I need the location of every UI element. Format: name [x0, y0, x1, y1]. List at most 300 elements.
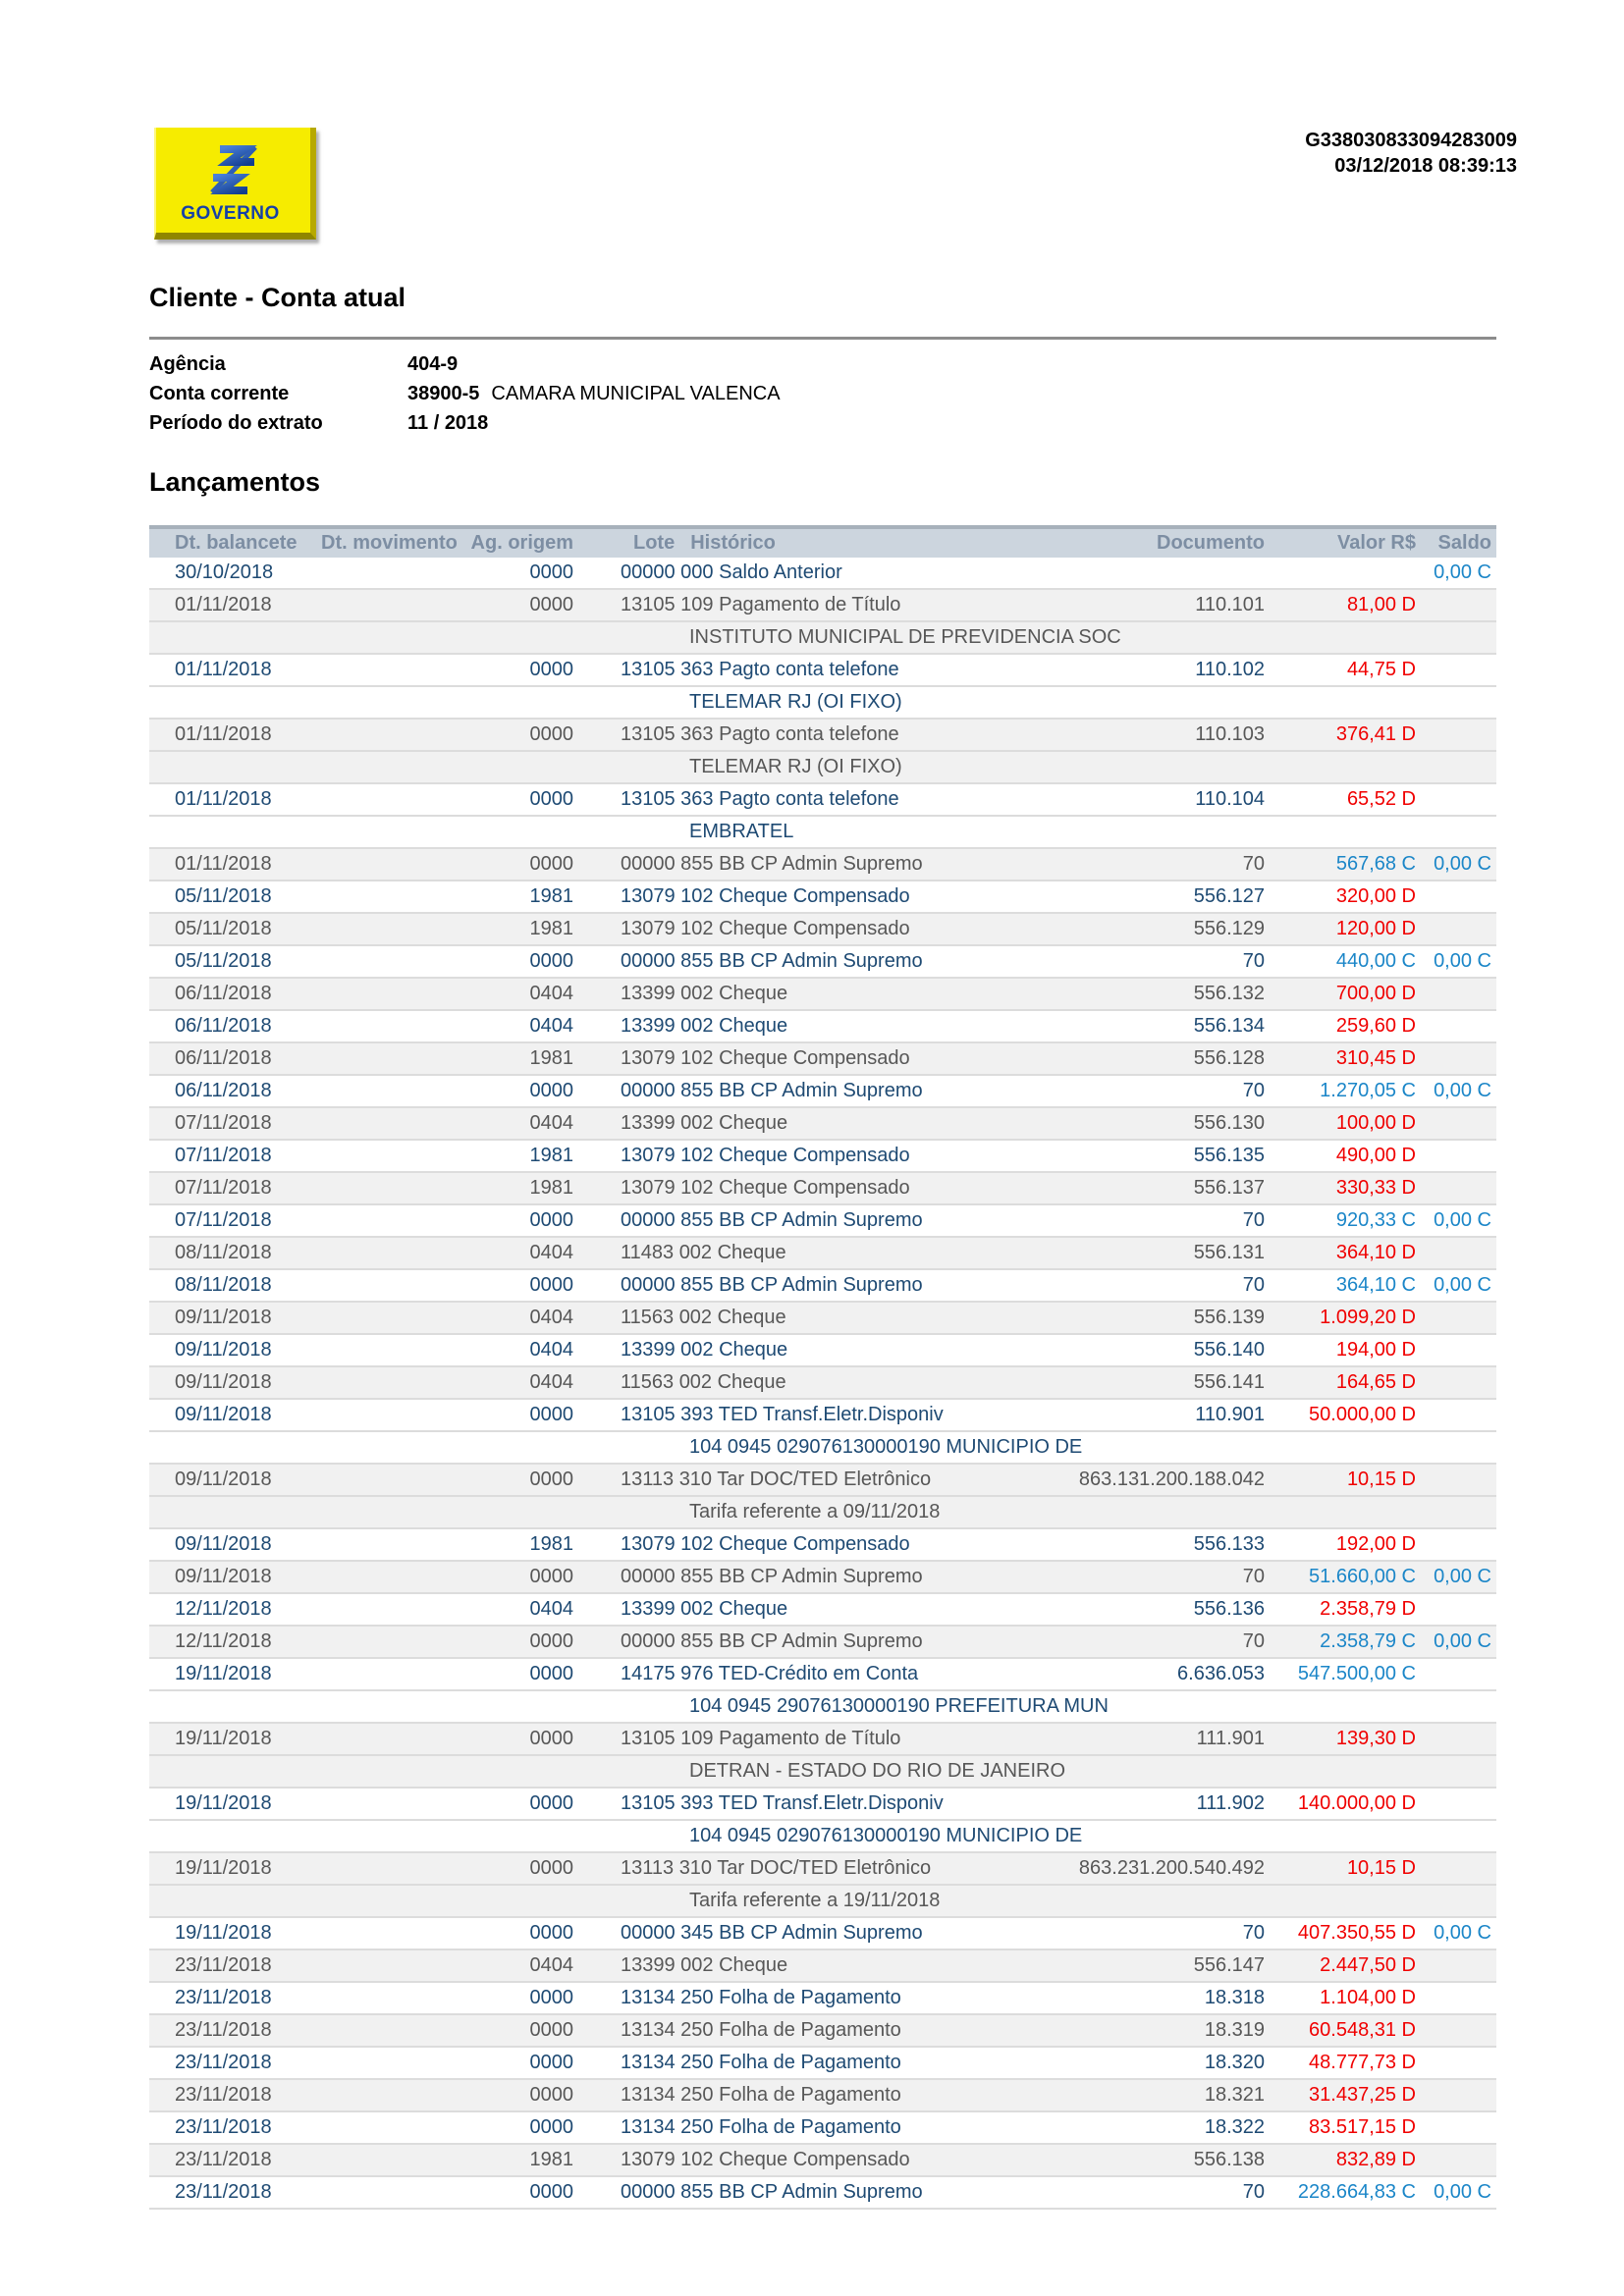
col-header-dt-movimento: Dt. movimento: [321, 532, 458, 554]
table-row: [149, 1594, 1496, 1627]
continuation-text: 104 0945 029076130000190 MUNICIPIO DE: [689, 1825, 1083, 1846]
document-meta: [1305, 128, 1517, 179]
date-cell: 19/11/2018: [175, 1857, 272, 1879]
document-cell: 556.133: [1193, 1533, 1265, 1555]
history-cell: 00000 000 Saldo Anterior: [621, 561, 842, 583]
date-cell: 09/11/2018: [175, 1468, 272, 1490]
account-holder: CAMARA MUNICIPAL VALENCA: [491, 383, 781, 404]
movement-cell: [311, 1108, 444, 1139]
balance-cell: 0,00 C: [1434, 1630, 1491, 1652]
document-cell: 556.136: [1193, 1598, 1265, 1620]
movement-cell: [311, 558, 444, 588]
table-row: [149, 1205, 1496, 1238]
transactions-body: [149, 558, 1496, 2210]
table-row: [149, 1853, 1496, 1886]
history-cell: 13134 250 Folha de Pagamento: [621, 2052, 901, 2073]
table-row: [149, 1270, 1496, 1303]
agency-cell: 0404: [529, 1242, 573, 1263]
movement-cell: [311, 1011, 444, 1041]
agency-cell: 0000: [529, 2019, 573, 2041]
continuation-row: [149, 1886, 1496, 1918]
table-row: [149, 2145, 1496, 2177]
date-cell: 07/11/2018: [175, 1177, 272, 1199]
agency-cell: 0404: [529, 1112, 573, 1134]
table-row: [149, 914, 1496, 946]
agency-cell: 0000: [529, 594, 573, 615]
agency-cell: 1981: [529, 1145, 573, 1166]
table-row: [149, 1918, 1496, 1950]
table-row: [149, 2112, 1496, 2145]
table-row: [149, 2048, 1496, 2080]
document-cell: 18.321: [1204, 2084, 1265, 2106]
table-row: [149, 1659, 1496, 1691]
table-row: [149, 1529, 1496, 1562]
date-cell: 01/11/2018: [175, 659, 272, 680]
document-cell: [987, 558, 1265, 588]
movement-cell: [311, 1789, 444, 1819]
date-cell: 23/11/2018: [175, 2116, 272, 2138]
agency-cell: 0000: [529, 1468, 573, 1490]
movement-cell: [311, 849, 444, 880]
amount-cell: 31.437,25 D: [1309, 2084, 1416, 2106]
balance-cell: [1422, 1043, 1496, 1074]
continuation-text: INSTITUTO MUNICIPAL DE PREVIDENCIA SOC: [689, 626, 1121, 648]
movement-cell: [311, 2177, 444, 2208]
amount-cell: 376,41 D: [1335, 723, 1416, 745]
agency-cell: 0000: [529, 950, 573, 972]
date-cell: 19/11/2018: [175, 1922, 272, 1944]
document-cell: 556.129: [1193, 918, 1265, 939]
document-cell: 556.135: [1193, 1145, 1265, 1166]
date-cell: 07/11/2018: [175, 1209, 272, 1231]
col-header-historico: Histórico: [690, 532, 776, 554]
table-row: [149, 1465, 1496, 1497]
period-value: 11 / 2018: [407, 412, 489, 434]
agency-cell: 0000: [529, 2052, 573, 2073]
table-row: [149, 1141, 1496, 1173]
amount-cell: 700,00 D: [1335, 983, 1416, 1004]
date-cell: 06/11/2018: [175, 983, 272, 1004]
agency-cell: 0000: [529, 1922, 573, 1944]
agency-cell: 0000: [529, 1663, 573, 1684]
balance-cell: [1422, 1659, 1496, 1689]
history-cell: 00000 855 BB CP Admin Supremo: [621, 950, 923, 972]
info-row-period: [149, 408, 781, 438]
date-cell: 19/11/2018: [175, 1792, 272, 1814]
agency-cell: 0000: [529, 2181, 573, 2203]
account-info: [149, 349, 781, 438]
document-cell: 70: [1242, 1080, 1265, 1101]
document-cell: 111.902: [1196, 1792, 1265, 1814]
amount-cell: 194,00 D: [1335, 1339, 1416, 1361]
balance-cell: [1422, 2048, 1496, 2078]
info-row-account: [149, 379, 781, 408]
table-row: [149, 1303, 1496, 1335]
date-cell: 23/11/2018: [175, 1987, 272, 2008]
history-cell: 13134 250 Folha de Pagamento: [621, 1987, 901, 2008]
date-cell: 01/11/2018: [175, 788, 272, 810]
date-cell: 07/11/2018: [175, 1145, 272, 1166]
movement-cell: [311, 1627, 444, 1657]
document-cell: 556.137: [1193, 1177, 1265, 1199]
document-cell: 70: [1242, 950, 1265, 972]
table-row: [149, 1789, 1496, 1821]
amount-cell: 2.358,79 D: [1320, 1598, 1416, 1620]
history-cell: 13105 109 Pagamento de Título: [621, 594, 901, 615]
amount-cell: 2.358,79 C: [1320, 1630, 1416, 1652]
history-cell: 13079 102 Cheque Compensado: [621, 1177, 910, 1199]
document-cell: 556.138: [1193, 2149, 1265, 2170]
amount-cell: 547.500,00 C: [1297, 1663, 1416, 1684]
balance-cell: 0,00 C: [1434, 2181, 1491, 2203]
history-cell: 13105 393 TED Transf.Eletr.Disponiv: [621, 1404, 944, 1425]
amount-cell: 320,00 D: [1335, 885, 1416, 907]
date-cell: 05/11/2018: [175, 885, 272, 907]
document-cell: 556.141: [1193, 1371, 1265, 1393]
amount-cell: 228.664,83 C: [1297, 2181, 1416, 2203]
balance-cell: [1422, 720, 1496, 750]
document-cell: 110.102: [1195, 659, 1265, 680]
date-cell: 07/11/2018: [175, 1112, 272, 1134]
movement-cell: [311, 2015, 444, 2046]
agency-cell: 0000: [529, 788, 573, 810]
document-cell: 18.318: [1204, 1987, 1265, 2008]
amount-cell: 100,00 D: [1335, 1112, 1416, 1134]
continuation-row: [149, 752, 1496, 784]
amount-cell: 259,60 D: [1335, 1015, 1416, 1037]
movement-cell: [311, 1270, 444, 1301]
amount-cell: 50.000,00 D: [1309, 1404, 1416, 1425]
date-cell: 19/11/2018: [175, 1728, 272, 1749]
history-cell: 00000 855 BB CP Admin Supremo: [621, 1566, 923, 1587]
agency-cell: 1981: [529, 2149, 573, 2170]
history-cell: 11563 002 Cheque: [621, 1371, 786, 1393]
continuation-text: 104 0945 29076130000190 PREFEITURA MUN: [689, 1695, 1109, 1717]
amount-cell: 44,75 D: [1346, 659, 1416, 680]
history-cell: 13079 102 Cheque Compensado: [621, 1145, 910, 1166]
document-cell: 70: [1242, 853, 1265, 875]
continuation-row: [149, 622, 1496, 655]
amount-cell: 51.660,00 C: [1309, 1566, 1416, 1587]
date-cell: 05/11/2018: [175, 918, 272, 939]
date-cell: 09/11/2018: [175, 1307, 272, 1328]
amount-cell: 490,00 D: [1335, 1145, 1416, 1166]
continuation-text: Tarifa referente a 09/11/2018: [689, 1501, 941, 1522]
movement-cell: [311, 1853, 444, 1884]
amount-cell: 407.350,55 D: [1297, 1922, 1416, 1944]
date-cell: 01/11/2018: [175, 853, 272, 875]
col-header-dt-balancete: Dt. balancete: [175, 532, 298, 554]
movement-cell: [311, 2048, 444, 2078]
movement-cell: [311, 784, 444, 815]
movement-cell: [311, 1529, 444, 1560]
agency-cell: 0404: [529, 983, 573, 1004]
document-cell: 70: [1242, 1274, 1265, 1296]
date-cell: 09/11/2018: [175, 1566, 272, 1587]
logo-text: GOVERNO: [181, 203, 280, 224]
table-row: [149, 849, 1496, 881]
history-cell: 13079 102 Cheque Compensado: [621, 1047, 910, 1069]
amount-cell: 1.270,05 C: [1320, 1080, 1416, 1101]
agency-value: 404-9: [407, 353, 459, 375]
history-cell: 13105 363 Pagto conta telefone: [621, 659, 899, 680]
col-header-lote: Lote: [633, 532, 676, 554]
balance-cell: 0,00 C: [1434, 1566, 1491, 1587]
history-cell: 00000 855 BB CP Admin Supremo: [621, 1630, 923, 1652]
table-row: [149, 1173, 1496, 1205]
amount-cell: 1.104,00 D: [1320, 1987, 1416, 2008]
continuation-text: DETRAN - ESTADO DO RIO DE JANEIRO: [689, 1760, 1065, 1782]
document-datetime: 03/12/2018 08:39:13: [1334, 155, 1517, 177]
date-cell: 09/11/2018: [175, 1404, 272, 1425]
date-cell: 06/11/2018: [175, 1047, 272, 1069]
transactions-section-title: Lançamentos: [149, 467, 321, 497]
agency-label: Agência: [149, 353, 226, 375]
date-cell: 09/11/2018: [175, 1371, 272, 1393]
movement-cell: [311, 1173, 444, 1203]
agency-cell: 0000: [529, 659, 573, 680]
document-cell: 556.131: [1193, 1242, 1265, 1263]
agency-cell: 0000: [529, 1987, 573, 2008]
table-row: [149, 1983, 1496, 2015]
history-cell: 13399 002 Cheque: [621, 1954, 788, 1976]
movement-cell: [311, 720, 444, 750]
history-cell: 13134 250 Folha de Pagamento: [621, 2084, 901, 2106]
amount-cell: 10,15 D: [1346, 1857, 1416, 1879]
movement-cell: [311, 1141, 444, 1171]
movement-cell: [311, 1465, 444, 1495]
document-cell: 556.134: [1193, 1015, 1265, 1037]
movement-cell: [311, 590, 444, 620]
agency-cell: 0404: [529, 1015, 573, 1037]
document-cell: 70: [1242, 1209, 1265, 1231]
balance-cell: [1422, 1011, 1496, 1041]
balance-cell: [1422, 914, 1496, 944]
agency-cell: 1981: [529, 1177, 573, 1199]
history-cell: 00000 855 BB CP Admin Supremo: [621, 1209, 923, 1231]
document-id: G338030833094283009: [1305, 130, 1517, 151]
history-cell: 00000 855 BB CP Admin Supremo: [621, 1274, 923, 1296]
document-cell: 70: [1242, 2181, 1265, 2203]
balance-cell: [1422, 1853, 1496, 1884]
date-cell: 12/11/2018: [175, 1630, 272, 1652]
movement-cell: [311, 1983, 444, 2013]
history-cell: 13105 363 Pagto conta telefone: [621, 723, 899, 745]
movement-cell: [311, 1659, 444, 1689]
table-row: [149, 655, 1496, 687]
balance-cell: [1422, 1335, 1496, 1365]
balance-cell: [1422, 1400, 1496, 1430]
history-cell: 13105 393 TED Transf.Eletr.Disponiv: [621, 1792, 944, 1814]
movement-cell: [311, 1303, 444, 1333]
document-cell: 556.128: [1193, 1047, 1265, 1069]
continuation-text: TELEMAR RJ (OI FIXO): [689, 691, 902, 713]
agency-cell: 1981: [529, 1047, 573, 1069]
amount-cell: 330,33 D: [1335, 1177, 1416, 1199]
balance-cell: [1422, 1529, 1496, 1560]
table-row: [149, 2080, 1496, 2112]
table-row: [149, 1076, 1496, 1108]
info-row-agency: [149, 349, 781, 379]
history-cell: 13105 109 Pagamento de Título: [621, 1728, 901, 1749]
date-cell: 23/11/2018: [175, 2084, 272, 2106]
amount-cell: 65,52 D: [1346, 788, 1416, 810]
continuation-text: EMBRATEL: [689, 821, 794, 842]
balance-cell: [1422, 1173, 1496, 1203]
history-cell: 13399 002 Cheque: [621, 1339, 788, 1361]
table-row: [149, 979, 1496, 1011]
movement-cell: [311, 914, 444, 944]
date-cell: 19/11/2018: [175, 1663, 272, 1684]
date-cell: 01/11/2018: [175, 723, 272, 745]
agency-cell: 0000: [529, 1080, 573, 1101]
movement-cell: [311, 1562, 444, 1592]
table-row: [149, 1335, 1496, 1367]
agency-cell: 0000: [529, 1566, 573, 1587]
amount-cell: 1.099,20 D: [1320, 1307, 1416, 1328]
date-cell: 06/11/2018: [175, 1015, 272, 1037]
date-cell: 23/11/2018: [175, 1954, 272, 1976]
document-cell: 863.131.200.188.042: [1078, 1468, 1265, 1490]
table-row: [149, 720, 1496, 752]
document-cell: 111.901: [1196, 1728, 1265, 1749]
bb-emblem-icon: [203, 141, 264, 203]
balance-cell: [1422, 1465, 1496, 1495]
movement-cell: [311, 946, 444, 977]
balance-cell: 0,00 C: [1434, 1922, 1491, 1944]
table-row: [149, 1011, 1496, 1043]
document-cell: 110.101: [1195, 594, 1265, 615]
period-label: Período do extrato: [149, 412, 323, 434]
amount-cell: 81,00 D: [1346, 594, 1416, 615]
col-header-lote-historico: [581, 529, 987, 558]
movement-cell: [311, 1367, 444, 1398]
history-cell: 13134 250 Folha de Pagamento: [621, 2116, 901, 2138]
date-cell: 23/11/2018: [175, 2149, 272, 2170]
continuation-row: [149, 1432, 1496, 1465]
table-row: [149, 1400, 1496, 1432]
balance-cell: [1422, 2080, 1496, 2110]
balance-cell: [1422, 590, 1496, 620]
agency-cell: 0000: [529, 1404, 573, 1425]
amount-cell: [1265, 558, 1422, 588]
document-cell: 863.231.200.540.492: [1078, 1857, 1265, 1879]
transactions-table: [149, 525, 1496, 2210]
agency-cell: 0000: [529, 561, 573, 583]
table-row: [149, 784, 1496, 817]
balance-cell: [1422, 784, 1496, 815]
movement-cell: [311, 1043, 444, 1074]
movement-cell: [311, 1238, 444, 1268]
balance-cell: [1422, 2015, 1496, 2046]
agency-cell: 1981: [529, 1533, 573, 1555]
document-cell: 18.319: [1204, 2019, 1265, 2041]
continuation-row: [149, 1756, 1496, 1789]
document-cell: 556.139: [1193, 1307, 1265, 1328]
continuation-text: 104 0945 029076130000190 MUNICIPIO DE: [689, 1436, 1083, 1458]
agency-cell: 0000: [529, 1274, 573, 1296]
table-row: [149, 590, 1496, 622]
agency-cell: 0000: [529, 1630, 573, 1652]
date-cell: 08/11/2018: [175, 1242, 272, 1263]
table-row: [149, 1238, 1496, 1270]
balance-cell: [1422, 1367, 1496, 1398]
date-cell: 06/11/2018: [175, 1080, 272, 1101]
amount-cell: 120,00 D: [1335, 918, 1416, 939]
balance-cell: [1422, 655, 1496, 685]
table-row: [149, 1724, 1496, 1756]
amount-cell: 440,00 C: [1335, 950, 1416, 972]
amount-cell: 364,10 D: [1335, 1242, 1416, 1263]
date-cell: 09/11/2018: [175, 1533, 272, 1555]
movement-cell: [311, 2080, 444, 2110]
movement-cell: [311, 881, 444, 912]
col-header-saldo: Saldo: [1437, 532, 1491, 554]
table-row: [149, 946, 1496, 979]
agency-cell: 0000: [529, 1857, 573, 1879]
continuation-row: [149, 1821, 1496, 1853]
date-cell: 01/11/2018: [175, 594, 272, 615]
amount-cell: 48.777,73 D: [1309, 2052, 1416, 2073]
movement-cell: [311, 2145, 444, 2175]
document-cell: 110.104: [1195, 788, 1265, 810]
amount-cell: 164,65 D: [1335, 1371, 1416, 1393]
agency-cell: 0000: [529, 853, 573, 875]
continuation-row: [149, 687, 1496, 720]
amount-cell: 139,30 D: [1335, 1728, 1416, 1749]
table-row: [149, 1627, 1496, 1659]
col-header-documento: Documento: [1157, 532, 1265, 554]
agency-cell: 0000: [529, 1728, 573, 1749]
history-cell: 11563 002 Cheque: [621, 1307, 786, 1328]
balance-cell: [1422, 979, 1496, 1009]
history-cell: 13079 102 Cheque Compensado: [621, 1533, 910, 1555]
history-cell: 13113 310 Tar DOC/TED Eletrônico: [621, 1468, 932, 1490]
balance-cell: 0,00 C: [1434, 1080, 1491, 1101]
table-row: [149, 2015, 1496, 2048]
table-row: [149, 1043, 1496, 1076]
balance-cell: 0,00 C: [1434, 1274, 1491, 1296]
history-cell: 14175 976 TED-Crédito em Conta: [621, 1663, 919, 1684]
agency-cell: 0000: [529, 2116, 573, 2138]
balance-cell: [1422, 1141, 1496, 1171]
balance-cell: 0,00 C: [1434, 853, 1491, 875]
col-header-valor: Valor R$: [1336, 532, 1416, 554]
balance-cell: [1422, 1238, 1496, 1268]
document-cell: 18.320: [1204, 2052, 1265, 2073]
history-cell: 00000 345 BB CP Admin Supremo: [621, 1922, 923, 1944]
movement-cell: [311, 1594, 444, 1625]
table-row: [149, 1562, 1496, 1594]
agency-cell: 0000: [529, 1209, 573, 1231]
agency-cell: 1981: [529, 885, 573, 907]
date-cell: 05/11/2018: [175, 950, 272, 972]
history-cell: 13079 102 Cheque Compensado: [621, 918, 910, 939]
balance-cell: [1422, 2145, 1496, 2175]
amount-cell: 83.517,15 D: [1309, 2116, 1416, 2138]
date-cell: 08/11/2018: [175, 1274, 272, 1296]
document-cell: 110.103: [1195, 723, 1265, 745]
amount-cell: 832,89 D: [1335, 2149, 1416, 2170]
amount-cell: 920,33 C: [1335, 1209, 1416, 1231]
amount-cell: 60.548,31 D: [1309, 2019, 1416, 2041]
amount-cell: 192,00 D: [1335, 1533, 1416, 1555]
document-cell: 70: [1242, 1922, 1265, 1944]
amount-cell: 567,68 C: [1335, 853, 1416, 875]
document-cell: 110.901: [1195, 1404, 1265, 1425]
balance-cell: [1422, 1789, 1496, 1819]
agency-cell: 0404: [529, 1339, 573, 1361]
